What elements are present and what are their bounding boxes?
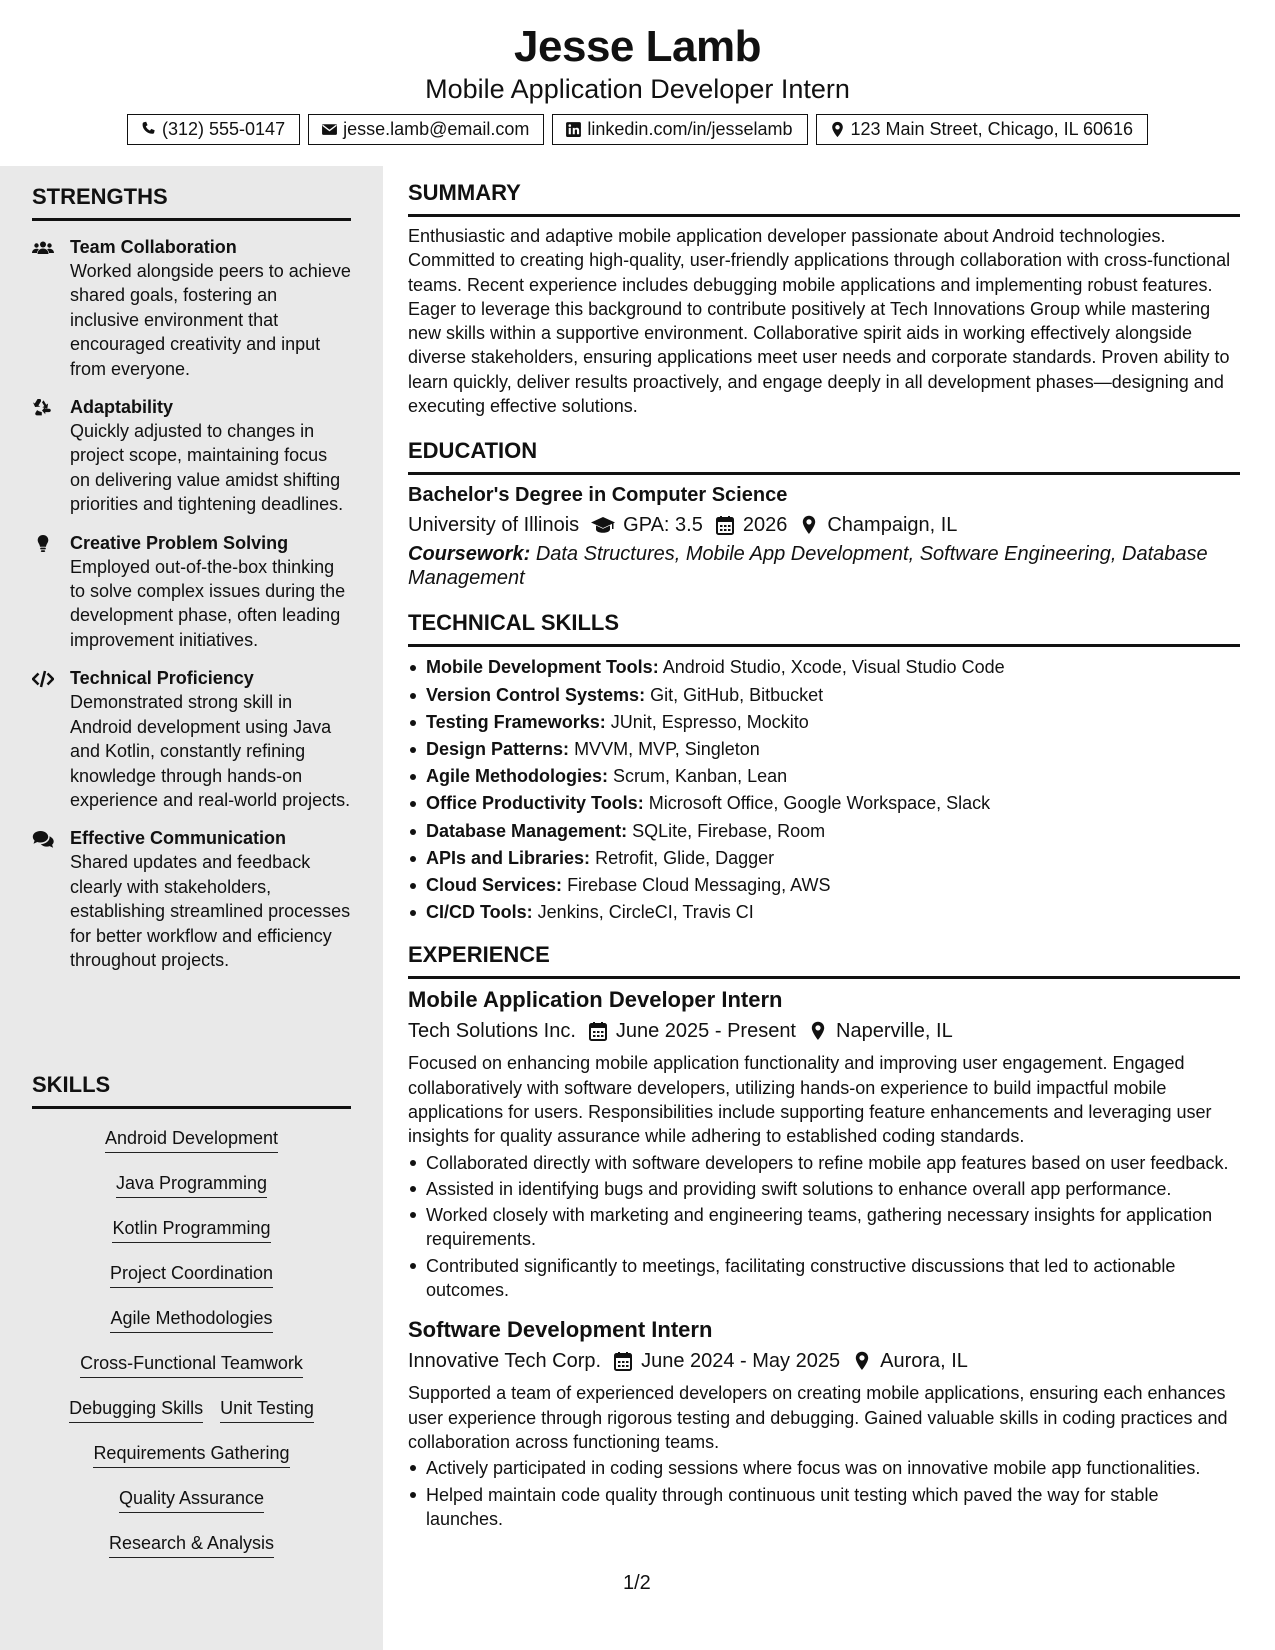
- strength-item: [32, 826, 351, 972]
- calendar-icon: [613, 1351, 641, 1371]
- strength-title: Technical Proficiency: [70, 668, 254, 689]
- strength-item: [32, 531, 351, 653]
- degree-title: Bachelor's Degree in Computer Science: [408, 484, 788, 507]
- skill-values: Firebase Cloud Messaging, AWS: [567, 875, 831, 895]
- job-location: [808, 1017, 953, 1045]
- year-text: 2026: [742, 514, 788, 537]
- skill-tag: Quality Assurance: [119, 1487, 264, 1513]
- school-name: [408, 511, 579, 539]
- job-meta: [408, 1017, 1240, 1045]
- contact-address: [816, 114, 1149, 145]
- contact-linkedin[interactable]: [552, 114, 807, 145]
- skill-tag: Requirements Gathering: [93, 1442, 289, 1468]
- list-item: [408, 790, 1240, 817]
- skill-values: Git, GitHub, Bitbucket: [650, 684, 824, 705]
- list-item: [408, 845, 1240, 872]
- skill-tag: Cross-Functional Teamwork: [80, 1352, 303, 1378]
- list-item: Contributed significantly to meetings, facilitating constructive discussions that led to actionable outcomes.: [408, 1254, 1240, 1303]
- strength-title: Team Collaboration: [70, 237, 237, 257]
- strength-title: Creative Problem Solving: [70, 532, 289, 553]
- skill-values: MVVM, MVP, Singleton: [574, 738, 760, 759]
- sidebar: [0, 166, 383, 1650]
- job-summary: Supported a team of experienced developers on creating mobile applications, ensuring each enhances user experience through rigorous testing and debugging. Gained valuable skills in coding practices and collaboration across functioning teams.: [408, 1383, 1228, 1452]
- skill-values: Android Studio, Xcode, Visual Studio Code: [662, 657, 1005, 678]
- dates-text: June 2024 - May 2025: [641, 1350, 841, 1373]
- skills-section: [32, 1072, 351, 1567]
- company: [408, 1017, 576, 1045]
- strength-description: Shared updates and feedback clearly with stakeholders, establishing streamlined processes for better workflow and efficiency throughout projects.: [70, 852, 351, 970]
- skill-category: Design Patterns:: [426, 738, 570, 759]
- skill-category: Mobile Development Tools:: [426, 657, 659, 678]
- skills-heading: SKILLS: [32, 1072, 351, 1109]
- lightbulb-icon: [32, 531, 70, 653]
- skill-values: SQLite, Firebase, Room: [632, 820, 826, 841]
- job-bullets: [408, 1151, 1240, 1303]
- company-text: Tech Solutions Inc.: [408, 1020, 576, 1043]
- strength-item: [32, 235, 351, 381]
- skill-tag: Debugging Skills: [69, 1397, 203, 1423]
- job-dates: [613, 1347, 840, 1375]
- strength-description: Demonstrated strong skill in Android development using Java and Kotlin, constantly refining knowledge through hands-on experience and real-world projects.: [70, 692, 351, 810]
- summary-heading: SUMMARY: [408, 180, 1240, 217]
- candidate-name: Jesse Lamb: [514, 22, 761, 71]
- skill-tag: Unit Testing: [220, 1397, 314, 1423]
- technical-skills-heading: TECHNICAL SKILLS: [408, 610, 1240, 647]
- dates-text: June 2025 - Present: [615, 1020, 796, 1043]
- list-item: Actively participated in coding sessions where focus was on innovative mobile app functionalities.: [408, 1456, 1240, 1480]
- location-text: Aurora, IL: [880, 1350, 968, 1373]
- education-heading: EDUCATION: [408, 438, 1240, 475]
- users-icon: [32, 235, 70, 381]
- education-section: [408, 438, 1240, 590]
- skills-list: [32, 1117, 351, 1567]
- skill-tag: Research & Analysis: [109, 1532, 274, 1558]
- code-icon: [32, 666, 70, 812]
- list-item: [408, 763, 1240, 790]
- company-text: Innovative Tech Corp.: [408, 1350, 602, 1373]
- strength-item: [32, 666, 351, 812]
- list-item: Worked closely with marketing and engineering teams, gathering necessary insights for application requirements.: [408, 1203, 1240, 1252]
- job-meta: [408, 1347, 1240, 1375]
- list-item: [408, 736, 1240, 763]
- strength-description: Quickly adjusted to changes in project scope, maintaining focus on delivering value amidst shifting priorities and tightening deadlines.: [70, 421, 344, 515]
- strength-title: Adaptability: [70, 397, 174, 418]
- graduation-cap-icon: [591, 515, 623, 535]
- map-pin-icon: [829, 121, 846, 138]
- skill-tag: Kotlin Programming: [112, 1217, 270, 1243]
- map-pin-icon: [852, 1351, 880, 1371]
- list-item: [408, 899, 1240, 926]
- technical-skills-list: [408, 654, 1240, 926]
- calendar-icon: [715, 515, 743, 535]
- skill-tag: Android Development: [105, 1127, 278, 1153]
- strengths-section: [32, 184, 351, 972]
- job-dates: [588, 1017, 796, 1045]
- skill-category: Version Control Systems:: [426, 684, 646, 705]
- skill-category: CI/CD Tools:: [426, 902, 533, 923]
- list-item: Assisted in identifying bugs and providing swift solutions to enhance overall app performance.: [408, 1177, 1240, 1201]
- skill-category: APIs and Libraries:: [426, 847, 591, 868]
- candidate-title: Mobile Application Developer Intern: [425, 74, 850, 104]
- strength-item: [32, 395, 351, 517]
- map-pin-icon: [799, 515, 827, 535]
- location-text: Naperville, IL: [836, 1020, 953, 1043]
- skill-values: Jenkins, CircleCI, Travis CI: [537, 902, 754, 923]
- skill-category: Cloud Services:: [426, 875, 563, 895]
- skill-values: Retrofit, Glide, Dagger: [595, 847, 775, 868]
- list-item: [408, 682, 1240, 709]
- page-number: 1/2: [623, 1572, 651, 1594]
- strength-description: Employed out-of-the-box thinking to solve complex issues during the development phase, often leading improvement initiatives.: [70, 556, 346, 650]
- company: [408, 1347, 601, 1375]
- job-bullets: [408, 1456, 1240, 1531]
- job-entry: [408, 986, 1240, 1302]
- location-text: Champaign, IL: [827, 514, 958, 537]
- map-pin-icon: [808, 1021, 836, 1041]
- skill-values: Scrum, Kanban, Lean: [613, 766, 788, 787]
- list-item: [408, 818, 1240, 845]
- job-location: [852, 1347, 968, 1375]
- resume-header: [0, 0, 1275, 166]
- skill-category: Testing Frameworks:: [426, 711, 606, 732]
- experience-heading: EXPERIENCE: [408, 942, 1240, 979]
- contact-bar: [0, 114, 1275, 145]
- phone-text: (312) 555-0147: [161, 119, 286, 139]
- skill-values: JUnit, Espresso, Mockito: [610, 711, 809, 732]
- skill-category: Agile Methodologies:: [426, 766, 608, 787]
- email-text: jesse.lamb@email.com: [343, 119, 530, 139]
- technical-skills-section: [408, 610, 1240, 926]
- list-item: [408, 654, 1240, 681]
- contact-phone[interactable]: [127, 114, 300, 145]
- coursework: [408, 542, 1240, 590]
- calendar-icon: [588, 1021, 616, 1041]
- job-title: Mobile Application Developer Intern: [408, 987, 783, 1013]
- job-title: Software Development Intern: [408, 1317, 713, 1343]
- list-item: Helped maintain code quality through continuous unit testing which paved the way for stable launches.: [408, 1483, 1240, 1532]
- address-text: 123 Main Street, Chicago, IL 60616: [850, 119, 1134, 139]
- job-entry: [408, 1316, 1240, 1531]
- phone-icon: [140, 121, 157, 138]
- skill-category: Office Productivity Tools:: [426, 793, 644, 814]
- strength-description: Worked alongside peers to achieve shared goals, fostering an inclusive environment that encouraged creativity and input from everyone.: [70, 261, 351, 379]
- strengths-heading: STRENGTHS: [32, 184, 351, 221]
- summary-text: Enthusiastic and adaptive mobile application developer passionate about Android technologies. Committed to creating high-quality, user-friendly applications through collaboration with cross-functional teams. Recent experience includes debugging mobile applications and implementing robust features. Eager to leverage this background to contribute positively at Tech Innovations Group while mastering new skills within a supportive environment. Collaborative spirit aids in working effectively alongside diverse stakeholders, ensuring applications meet user needs and corporate standards. Proven ability to learn quickly, deliver results proactively, and engage deeply in all development phases—designing and executing effective solutions.: [408, 226, 1231, 417]
- envelope-icon: [321, 121, 338, 138]
- skill-tag: Project Coordination: [110, 1262, 273, 1288]
- job-summary: Focused on enhancing mobile application functionality and improving user engagement. Engaged collaboratively with software developers, utilizing hands-on experience to build impactful mobile applications for users. Responsibilities include supporting feature enhancements and leveraging user insights for quality assurance while adhering to established coding standards.: [408, 1053, 1212, 1147]
- school-text: University of Illinois: [408, 514, 580, 537]
- recycle-icon: [32, 395, 70, 517]
- skill-tag: Agile Methodologies: [110, 1307, 272, 1333]
- linkedin-icon: [565, 121, 582, 138]
- gpa-text: GPA: 3.5: [623, 514, 703, 537]
- comments-icon: [32, 826, 70, 972]
- skill-tag: Java Programming: [116, 1172, 267, 1198]
- contact-email[interactable]: [308, 114, 544, 145]
- list-item: [408, 872, 1240, 899]
- linkedin-text: linkedin.com/in/jesselamb: [587, 119, 793, 139]
- summary-section: [408, 180, 1240, 418]
- experience-section: [408, 942, 1240, 1531]
- education-location: [799, 511, 957, 539]
- gpa: [591, 511, 703, 539]
- main-content: [408, 180, 1240, 1531]
- education-meta: [408, 511, 1240, 539]
- skill-values: Microsoft Office, Google Workspace, Slack: [648, 793, 991, 814]
- coursework-label: Coursework:: [408, 543, 531, 566]
- graduation-year: [715, 511, 788, 539]
- strength-title: Effective Communication: [70, 828, 287, 849]
- list-item: [408, 709, 1240, 736]
- list-item: Collaborated directly with software developers to refine mobile app features based on user feedback.: [408, 1151, 1240, 1175]
- coursework-text: Data Structures, Mobile App Development, Software Engineering, Database Management: [408, 543, 1208, 590]
- skill-category: Database Management:: [426, 820, 628, 841]
